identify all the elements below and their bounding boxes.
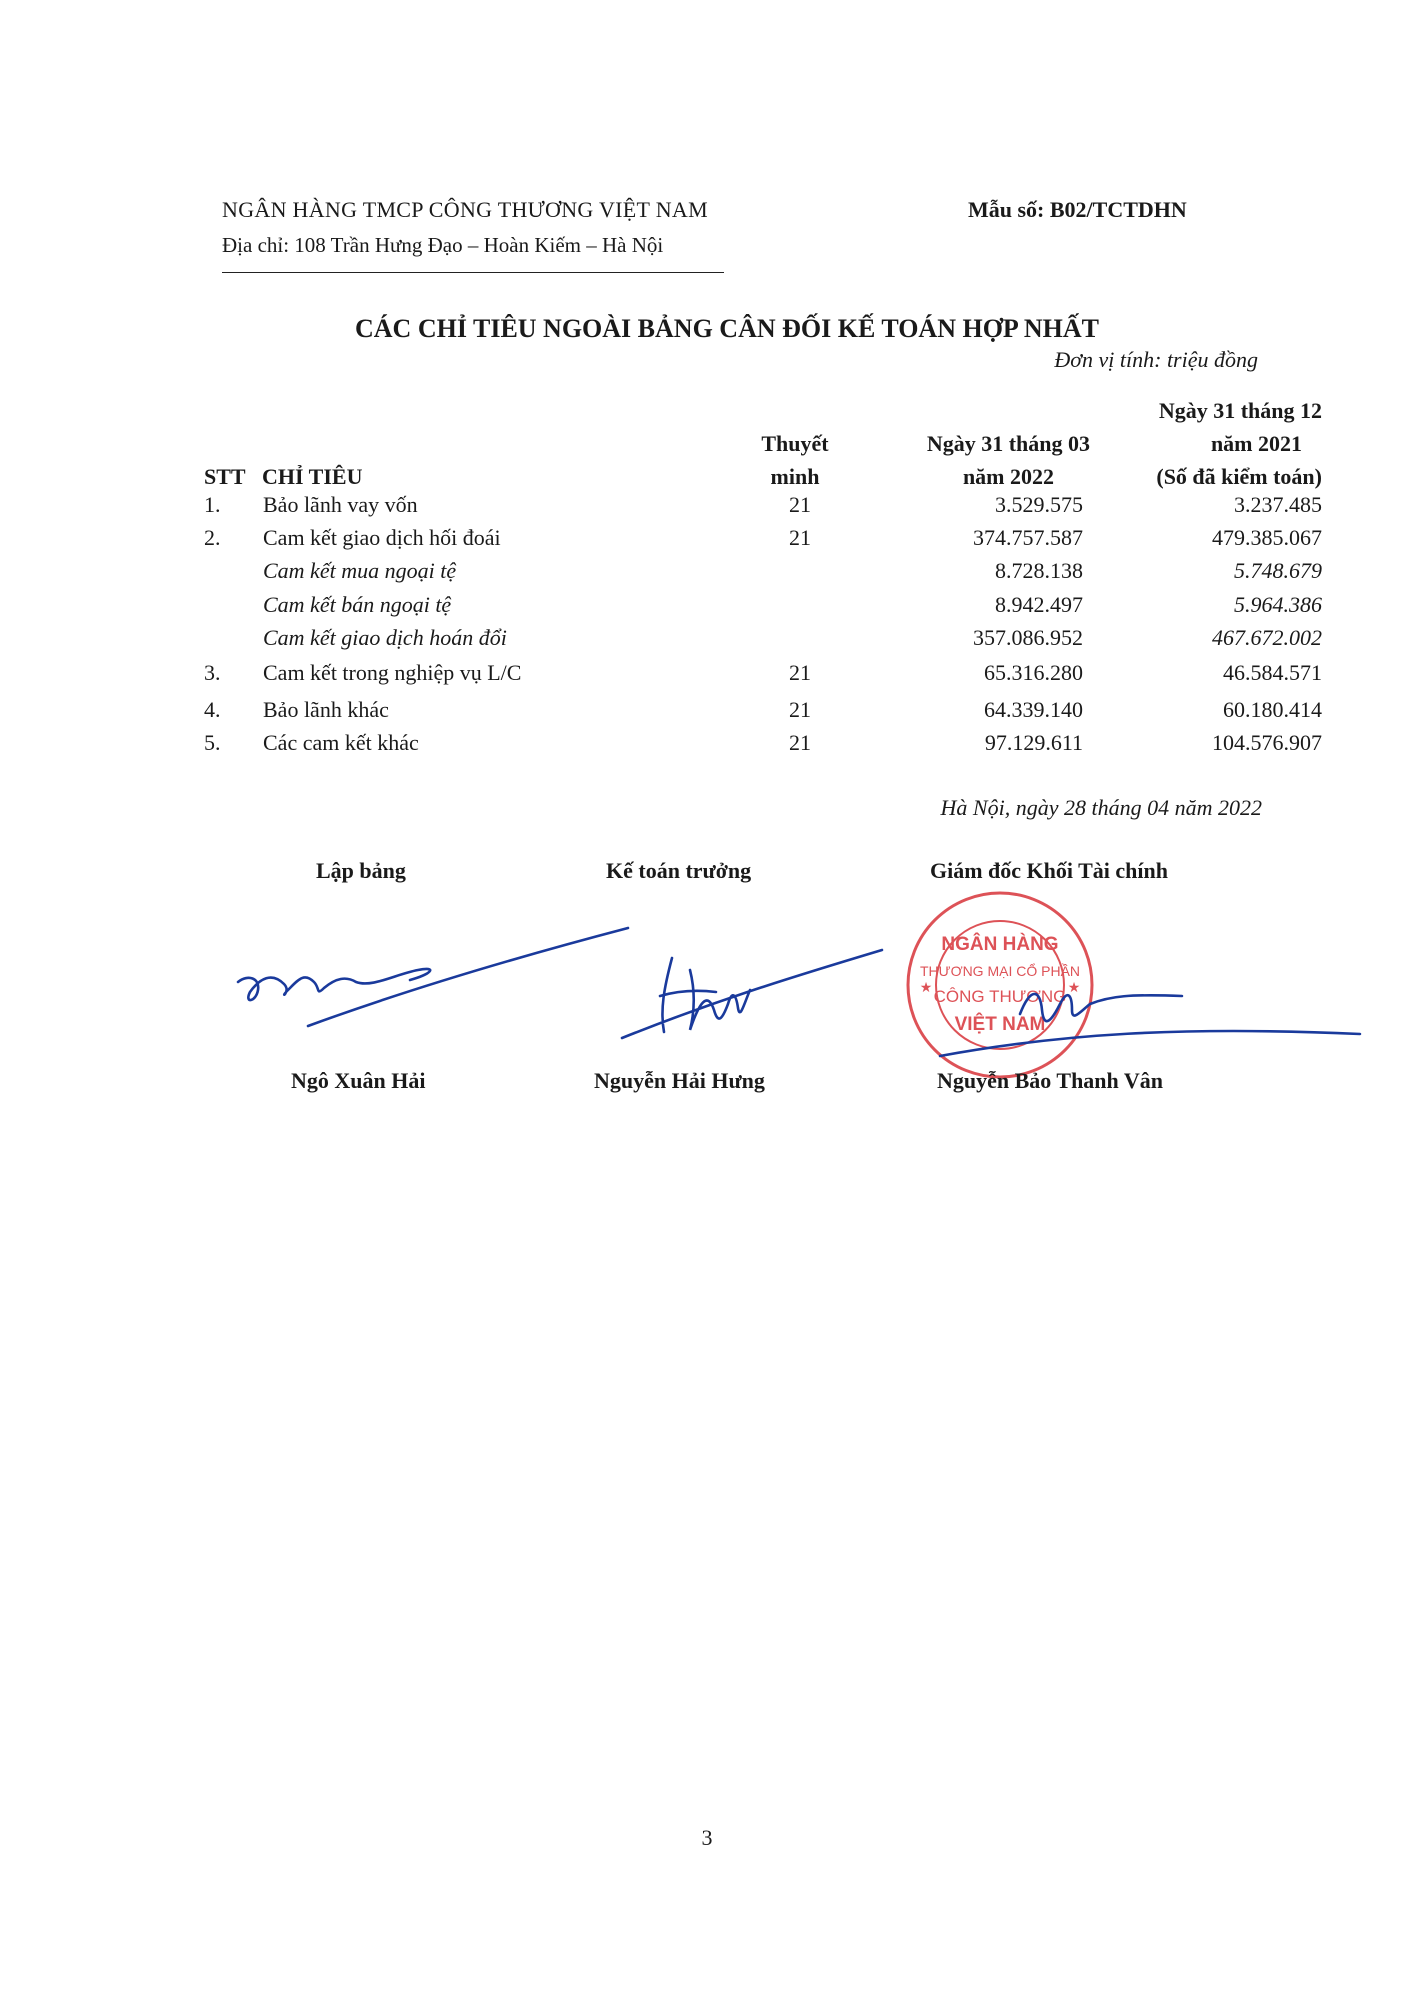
row-label: Cam kết giao dịch hoán đổi xyxy=(263,625,507,650)
row-value-2021: 3.237.485 xyxy=(1234,492,1322,517)
row-note: 21 xyxy=(789,525,811,550)
unit-label: Đơn vị tính: triệu đồng xyxy=(1054,347,1258,372)
stamp-line1: NGÂN HÀNG xyxy=(941,934,1059,955)
column-header-item: CHỈ TIÊU xyxy=(262,464,363,489)
row-stt: 5. xyxy=(204,730,221,755)
handwritten-signatures xyxy=(238,928,1360,1056)
row-value-2021: 5.748.679 xyxy=(1234,558,1322,583)
row-value-2021: 104.576.907 xyxy=(1212,730,1322,755)
place-date: Hà Nội, ngày 28 tháng 04 năm 2022 xyxy=(940,795,1262,820)
row-label: Cam kết bán ngoại tệ xyxy=(263,592,452,617)
stamp-line3: CÔNG THƯƠNG xyxy=(933,987,1067,1006)
row-label: Các cam kết khác xyxy=(263,730,419,755)
row-value-2022: 357.086.952 xyxy=(973,625,1083,650)
row-value-2022: 64.339.140 xyxy=(984,697,1083,722)
row-note: 21 xyxy=(789,492,811,517)
accountant-name: Nguyễn Hải Hưng xyxy=(594,1068,765,1093)
row-value-2022: 8.942.497 xyxy=(995,592,1083,617)
table-row xyxy=(0,492,1414,526)
stamp-star-left: ★ xyxy=(919,981,933,996)
row-stt: 2. xyxy=(204,525,221,550)
table-row xyxy=(0,558,1414,592)
table-row xyxy=(0,697,1414,731)
column-header-fy-2021 xyxy=(1110,394,1322,493)
row-label: Cam kết mua ngoại tệ xyxy=(263,558,457,583)
row-value-2022: 8.728.138 xyxy=(995,558,1083,583)
row-label: Cam kết giao dịch hối đoái xyxy=(263,525,501,550)
row-value-2022: 97.129.611 xyxy=(984,730,1083,755)
row-value-2021: 60.180.414 xyxy=(1223,697,1322,722)
row-value-2022: 65.316.280 xyxy=(984,660,1083,685)
column-header-stt: STT xyxy=(204,464,246,489)
director-title: Giám đốc Khối Tài chính xyxy=(930,858,1168,883)
accountant-signature xyxy=(622,950,882,1038)
table-row xyxy=(0,625,1414,659)
row-value-2021: 467.672.002 xyxy=(1212,625,1322,650)
stamp-line4: VIỆT NAM xyxy=(954,1014,1046,1035)
row-note: 21 xyxy=(789,697,811,722)
document-title: CÁC CHỈ TIÊU NGOÀI BẢNG CÂN ĐỐI KẾ TOÁN HỢP NHẤT xyxy=(355,314,1099,343)
table-row xyxy=(0,660,1414,694)
bank-name: NGÂN HÀNG TMCP CÔNG THƯƠNG VIỆT NAM xyxy=(222,197,708,222)
stamp-star-right: ★ xyxy=(1067,981,1081,996)
row-value-2022: 374.757.587 xyxy=(973,525,1083,550)
preparer-signature xyxy=(238,928,628,1026)
column-header-note-line2: minh xyxy=(770,464,820,489)
table-row xyxy=(0,592,1414,626)
column-header-q1-2022-line1: Ngày 31 tháng 03 xyxy=(926,431,1090,456)
column-header-note xyxy=(740,427,850,493)
row-value-2022: 3.529.575 xyxy=(995,492,1083,517)
preparer-title: Lập bảng xyxy=(316,858,406,883)
accountant-title: Kế toán trưởng xyxy=(606,858,752,883)
row-label: Cam kết trong nghiệp vụ L/C xyxy=(263,660,522,685)
row-stt: 1. xyxy=(204,492,221,517)
row-value-2021: 5.964.386 xyxy=(1234,592,1322,617)
table-row xyxy=(0,730,1414,764)
row-stt: 3. xyxy=(204,660,221,685)
bank-address: Địa chỉ: 108 Trần Hưng Đạo – Hoàn Kiếm – Hà Nội xyxy=(222,233,664,257)
row-value-2021: 46.584.571 xyxy=(1223,660,1322,685)
row-note: 21 xyxy=(789,660,811,685)
form-number: Mẫu số: B02/TCTDHN xyxy=(968,197,1187,222)
column-header-fy-2021-line1: Ngày 31 tháng 12 xyxy=(1158,398,1322,423)
table-row xyxy=(0,525,1414,559)
director-signature xyxy=(940,994,1360,1056)
row-value-2021: 479.385.067 xyxy=(1212,525,1322,550)
stamp-line2: THƯƠNG MẠI CỔ PHẦN xyxy=(919,963,1081,979)
column-header-q1-2022 xyxy=(880,427,1090,493)
column-header-q1-2022-line2: năm 2022 xyxy=(962,464,1054,489)
column-header-fy-2021-line3: (Số đã kiểm toán) xyxy=(1156,464,1322,489)
director-name: Nguyễn Bảo Thanh Vân xyxy=(937,1068,1164,1093)
preparer-name: Ngô Xuân Hải xyxy=(291,1068,426,1093)
row-label: Bảo lãnh khác xyxy=(263,697,389,722)
row-stt: 4. xyxy=(204,697,221,722)
row-label: Bảo lãnh vay vốn xyxy=(263,492,418,517)
row-note: 21 xyxy=(789,730,811,755)
page-number: 3 xyxy=(701,1825,713,1850)
company-stamp xyxy=(908,893,1092,1077)
column-header-note-line1: Thuyết xyxy=(761,431,829,456)
header-divider xyxy=(222,272,724,273)
column-header-fy-2021-line2: năm 2021 xyxy=(1210,431,1302,456)
